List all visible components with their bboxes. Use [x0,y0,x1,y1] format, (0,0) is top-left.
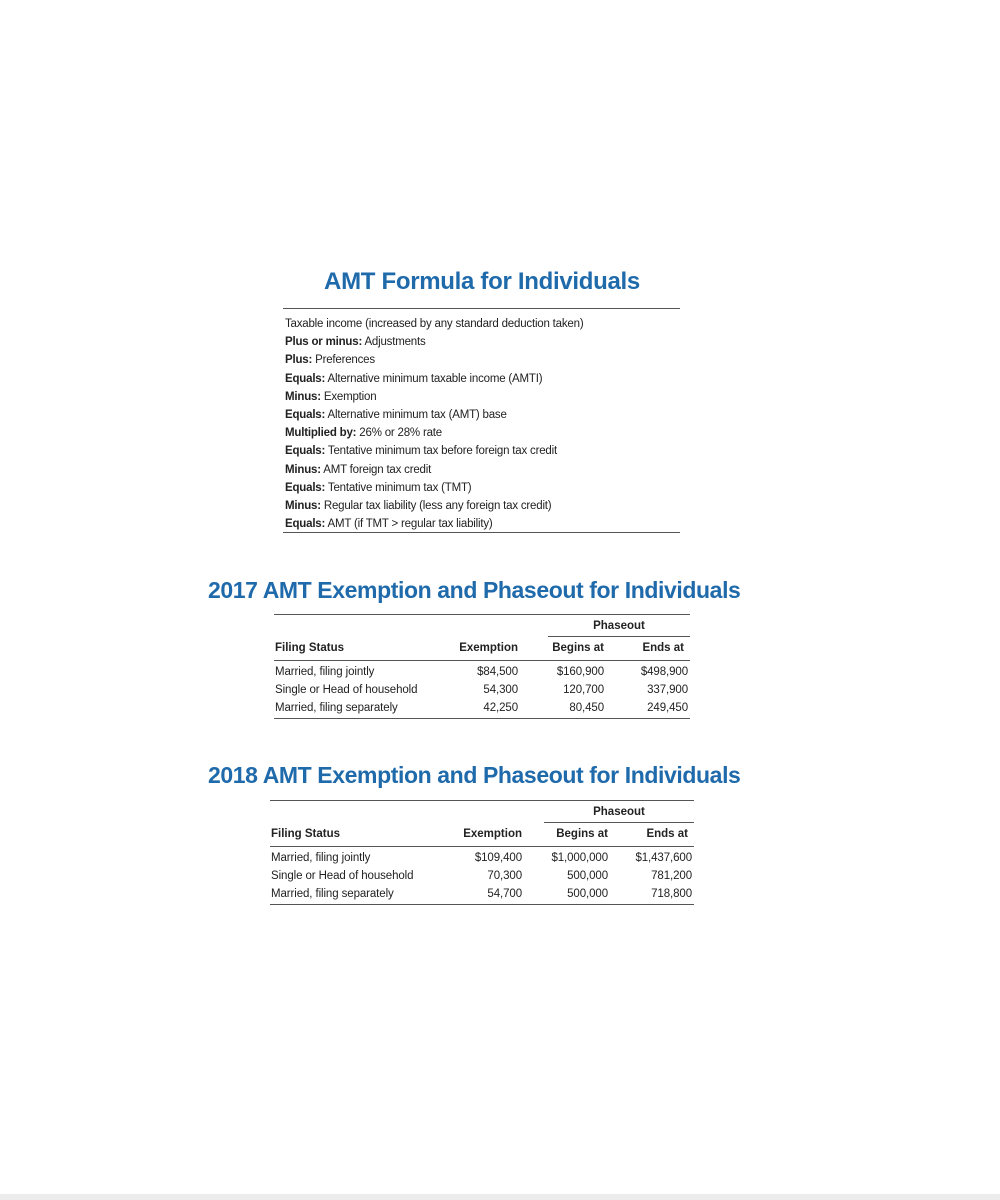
formula-line-text: Tentative minimum tax before foreign tax credit [325,445,557,458]
table-cell-begins: $1,000,000 [551,852,608,864]
table-cell-status: Single or Head of household [271,870,414,882]
formula-line [283,461,680,479]
formula-line [283,388,680,406]
begins-at-header: Begins at [552,642,604,654]
phaseout-rule [544,822,694,823]
table-2017 [274,614,690,724]
exemption-header: Exemption [463,828,522,840]
table-cell-ends: 781,200 [651,870,692,882]
formula-line-label: Minus: [285,499,321,512]
formula-line-text: Tentative minimum tax (TMT) [325,481,472,494]
formula-line-label: Equals: [285,408,326,421]
table-cell-begins: $160,900 [556,666,604,678]
formula-line-text: AMT (if TMT > regular tax liability) [325,518,493,531]
formula-line-text: 26% or 28% rate [356,427,442,440]
formula-line [283,406,680,424]
formula-line [283,479,680,497]
table-cell-exemption: 54,300 [483,684,518,696]
table-cell-exemption: 70,300 [487,870,522,882]
table-cell-exemption: $109,400 [474,852,522,864]
formula-line-label: Equals: [285,481,326,494]
table-bottom-rule [270,904,694,905]
filing-status-header: Filing Status [271,828,340,840]
formula-line [283,370,680,388]
formula-line [283,351,680,369]
table-2018-title: 2018 AMT Exemption and Phaseout for Individuals [208,762,741,788]
table-cell-ends: 337,900 [647,684,688,696]
phaseout-header: Phaseout [593,806,645,818]
formula-line-text: Taxable income (increased by any standard deduction taken) [285,318,584,330]
table-cell-begins: 120,700 [563,684,604,696]
table-cell-begins: 500,000 [567,888,608,900]
formula-line-label: Minus: [285,463,321,476]
table-2017-title: 2017 AMT Exemption and Phaseout for Individuals [208,577,741,603]
begins-at-header: Begins at [556,828,608,840]
formula-line-label: Equals: [285,518,326,531]
table-cell-ends: 249,450 [647,702,688,714]
formula-line [283,424,680,442]
formula-line [283,315,680,333]
formula-line-label: Equals: [285,445,326,458]
table-top-rule [274,614,690,615]
table-cell-ends: $498,900 [640,666,688,678]
header-rule [274,660,690,661]
table-cell-status: Married, filing separately [275,702,398,714]
ends-at-header: Ends at [646,828,688,840]
formula-line-text: Alternative minimum tax (AMT) base [325,408,507,421]
table-cell-status: Married, filing separately [271,888,394,900]
table-top-rule [270,800,694,801]
filing-status-header: Filing Status [275,642,344,654]
formula-line [283,497,680,515]
header-rule [270,846,694,847]
formula-title: AMT Formula for Individuals [324,268,640,295]
table-cell-status: Married, filing jointly [275,666,375,678]
table-cell-exemption: 54,700 [487,888,522,900]
table-2018 [270,800,694,910]
ends-at-header: Ends at [642,642,684,654]
formula-line-text: Adjustments [362,336,426,349]
phaseout-rule [548,636,690,637]
table-cell-begins: 80,450 [569,702,604,714]
formula-line [283,515,680,533]
formula-line [283,333,680,351]
table-cell-begins: 500,000 [567,870,608,882]
formula-line-text: Exemption [320,390,377,403]
table-bottom-rule [274,718,690,719]
table-cell-ends: 718,800 [651,888,692,900]
page-bottom-bar [0,1194,1000,1200]
formula-line-text: AMT foreign tax credit [320,463,432,476]
formula-line [283,442,680,460]
table-cell-status: Single or Head of household [275,684,418,696]
phaseout-header: Phaseout [593,620,645,632]
formula-line-text: Alternative minimum taxable income (AMTI) [325,372,543,385]
table-cell-ends: $1,437,600 [635,852,692,864]
formula-line-label: Equals: [285,372,326,385]
table-cell-exemption: $84,500 [477,666,518,678]
formula-line-text: Regular tax liability (less any foreign tax credit) [320,499,552,512]
formula-line-label: Plus: [285,354,313,367]
formula-line-label: Minus: [285,390,321,403]
formula-line-label: Multiplied by: [285,427,357,440]
formula-list [283,308,680,533]
formula-line-text: Preferences [312,354,375,367]
exemption-header: Exemption [459,642,518,654]
formula-line-label: Plus or minus: [285,336,363,349]
table-cell-status: Married, filing jointly [271,852,371,864]
table-cell-exemption: 42,250 [483,702,518,714]
